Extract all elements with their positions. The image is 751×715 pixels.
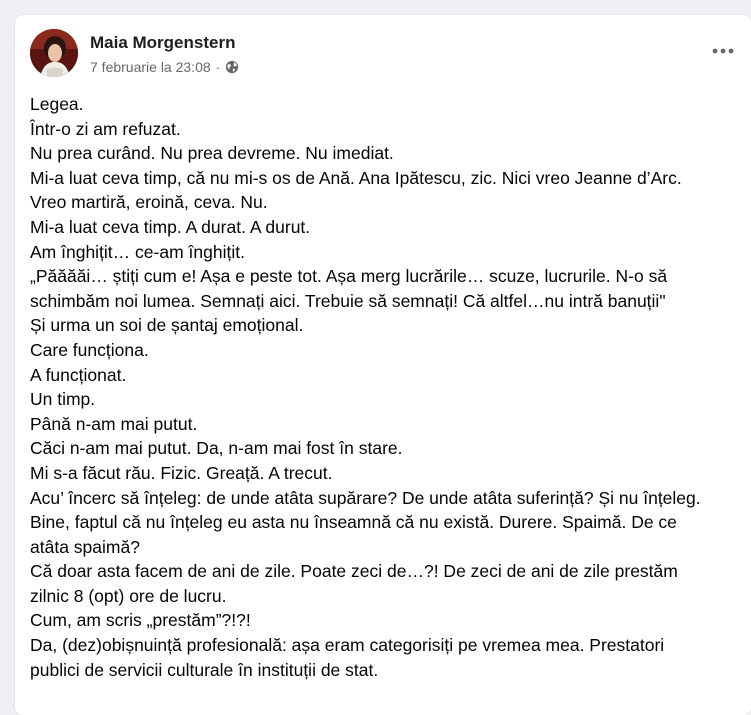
- post-line: „Păăăăi… știți cum e! Așa e peste tot. Așa merg lucrările… scuze, lucrurile. N-o să: [30, 266, 668, 287]
- post-line: Vreo martiră, eroină, ceva. Nu.: [30, 192, 268, 213]
- post-line: Mi-a luat ceva timp, că nu mi-s os de Ană. Ana Ipătescu, zic. Nici vreo Jeanne d’Arc.: [30, 167, 682, 188]
- post-line: schimbăm noi lumea. Semnați aici. Trebuie să semnați! Că altfel…nu intră banuții": [30, 290, 666, 311]
- post-line: Legea.: [30, 94, 84, 114]
- post-card: [15, 15, 751, 715]
- post-line: Am înghițit… ce-am înghițit.: [30, 241, 245, 262]
- post-line: Într-o zi am refuzat.: [30, 118, 181, 139]
- post-text: [30, 92, 742, 682]
- post-line: Nu prea curând. Nu prea devreme. Nu imediat.: [30, 143, 394, 164]
- post-meta: [90, 58, 239, 76]
- post-line: atâta spaimă?: [30, 536, 140, 557]
- post-line: zilnic 8 (opt) ore de lucru.: [30, 585, 227, 606]
- post-line: Care funcționa.: [30, 339, 149, 360]
- post-line: Un timp.: [30, 389, 96, 410]
- post-line: Da, (dez)obișnuință profesională: așa eram categorisiți pe vremea mea. Prestatori: [30, 635, 665, 656]
- author-avatar[interactable]: [30, 29, 78, 77]
- post-line: publici de servicii culturale în instituții de stat.: [30, 659, 379, 680]
- post-line: Că doar asta facem de ani de zile. Poate zeci de…?! De zeci de ani de zile prestăm: [30, 561, 678, 582]
- post-line: Bine, faptul că nu înțeleg eu asta nu înseamnă că nu există. Durere. Spaimă. De ce: [30, 512, 677, 533]
- post-line: Și urma un soi de șantaj emoțional.: [30, 315, 304, 336]
- post-line: A funcționat.: [30, 364, 127, 385]
- more-options-icon: [712, 48, 734, 54]
- post-line: Mi-a luat ceva timp. A durat. A durut.: [30, 216, 311, 237]
- author-name[interactable]: Maia Morgenstern: [90, 33, 236, 52]
- post-line: Cum, am scris „prestăm”?!?!: [30, 610, 251, 631]
- more-options-button[interactable]: [709, 37, 737, 65]
- globe-icon[interactable]: [225, 60, 239, 74]
- post-line: Până n-am mai putut.: [30, 413, 198, 434]
- post-line: Acu’ încerc să înțeleg: de unde atâta supărare? De unde atâta suferință? Și nu înțeleg.: [30, 487, 701, 508]
- meta-separator: ·: [215, 59, 221, 75]
- post-timestamp[interactable]: 7 februarie la 23:08: [90, 59, 211, 75]
- post-line: Mi s-a făcut rău. Fizic. Greață. A trecut.: [30, 462, 333, 483]
- post-line: Căci n-am mai putut. Da, n-am mai fost în stare.: [30, 438, 403, 459]
